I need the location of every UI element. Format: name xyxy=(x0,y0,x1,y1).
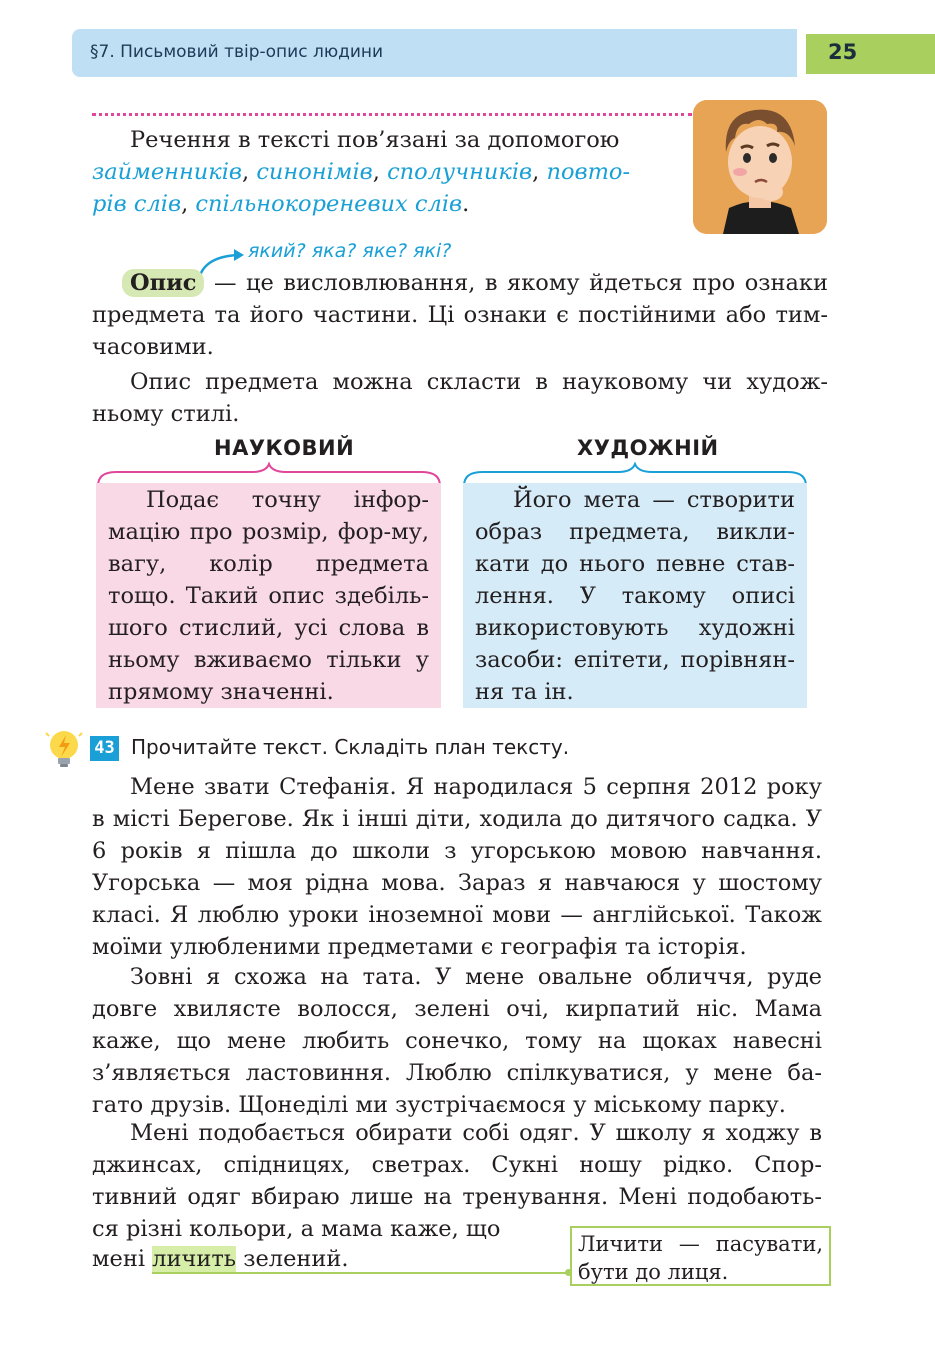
highlighted-word: личить xyxy=(152,1246,237,1272)
task-paragraph-2-text: Зовні я схожа на тата. У мене овальне обличчя, руде довге хвилясте волосся, зелені очі, кирпатий ніс. Мама каже, що мене любить сонечко, тому на щоках навесні з’являється ластовиння. Люблю спілкуватися, у мене ба-гато друзів. Щонеділі ми зустрічаємося у міському парку. xyxy=(92,964,822,1118)
intro-paragraph: Речення в тексті пов’язані за допомогою займенників, синонімів, сполучників, повто- рів слів, спільнокореневих слів. xyxy=(92,127,631,217)
lightbulb-icon xyxy=(44,727,84,771)
intro-lead: Речення в тексті пов’язані за допомогою xyxy=(130,127,620,153)
term-repetitions-part1: повто- xyxy=(546,159,631,185)
thinking-boy-icon xyxy=(693,100,827,234)
scientific-style-text: Подає точну інфор-мацію про розмір, фор-му, вагу, колір предмета тощо. Такий опис здебіль-шого стислий, усі слова в ньому вживаємо тільки у прямому значенні. xyxy=(108,487,429,705)
scientific-style-label: НАУКОВИЙ xyxy=(214,436,355,460)
artistic-style-label: ХУДОЖНІЙ xyxy=(577,436,719,460)
term-pronouns: займенників xyxy=(92,159,243,185)
term-synonyms: синонімів xyxy=(256,159,373,185)
section-header xyxy=(72,29,797,77)
term-repetitions-part2: рів слів xyxy=(92,191,182,217)
scientific-style-box xyxy=(96,483,441,708)
task-instruction: Прочитайте текст. Складіть план тексту. xyxy=(131,735,570,759)
section-title: §7. Письмовий твір-опис людини xyxy=(90,42,384,62)
styles-intro xyxy=(92,366,828,430)
page-number: 25 xyxy=(828,40,858,64)
last-line-start: мені xyxy=(92,1246,146,1272)
task-paragraph-3-text: Мені подобається обирати собі одяг. У школу я ходжу в джинсах, спідницях, светрах. Сукні ношу рідко. Спор-тивний одяг вбираю лише на тренування. Мені подобають-ся різні кольори, а мама каже, що xyxy=(92,1120,822,1242)
task-paragraph-2 xyxy=(92,961,822,1121)
definition-text: — це висловлювання, в якому йдеться про ознаки предмета та його частини. Ці ознаки є постійними або тим-часовими. xyxy=(92,270,828,360)
artistic-style-text: Його мета — створити образ предмета, викли-кати до нього певне став-лення. У такому описі використовують художні засоби: епітети, порівнян-ня та ін. xyxy=(475,487,795,705)
thinking-boy-illustration xyxy=(693,100,827,234)
last-line-end: зелений. xyxy=(243,1246,349,1272)
task-number: 43 xyxy=(90,736,119,761)
styles-intro-text: Опис предмета можна скласти в науковому чи худож-ньому стилі. xyxy=(92,369,828,427)
term-conjunctions: сполучників xyxy=(387,159,533,185)
gloss-connector xyxy=(152,1272,570,1274)
gloss-text: Личити — пасувати, бути до лиця. xyxy=(578,1232,823,1284)
page-number-box xyxy=(806,34,935,74)
artistic-style-box xyxy=(463,483,807,708)
definition-paragraph xyxy=(92,267,828,363)
definition-questions: який? яка? яке? які? xyxy=(248,240,452,262)
term-cognates: спільнокореневих слів xyxy=(195,191,463,217)
gloss-box xyxy=(570,1226,831,1286)
task-last-line xyxy=(92,1243,552,1275)
task-paragraph-1 xyxy=(92,771,822,963)
definition-term: Опис xyxy=(122,269,204,297)
dotted-divider xyxy=(92,113,692,116)
task-paragraph-1-text: Мене звати Стефанія. Я народилася 5 серпня 2012 року в місті Берегове. Як і інші діти, ходила до дитячого садка. У 6 років я пішла до школи з угорською мовою навчання. Угорська — моя рідна мова. Зараз я навчаюся у шостому класі. Я люблю уроки іноземної мови — англійської. Також моїми улюбленими предметами є географія та історія. xyxy=(92,774,822,960)
